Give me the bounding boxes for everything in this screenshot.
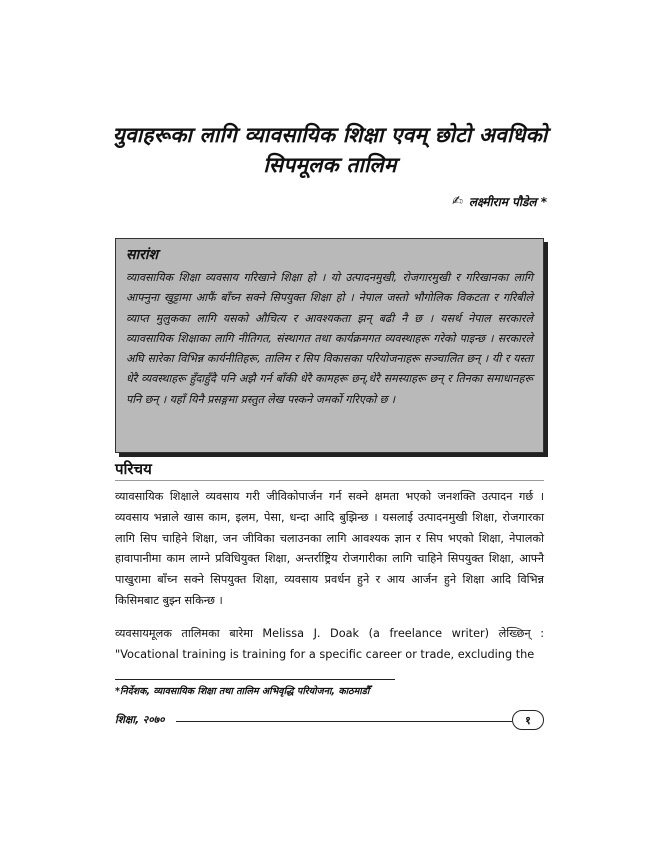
- author-name: लक्ष्मीराम पौडेल *: [468, 195, 547, 209]
- title-line-1: युवाहरूका लागि व्यावसायिक शिक्षा एवम् छोटो अवधिको: [112, 123, 548, 147]
- section-divider: [115, 480, 544, 481]
- footnote: *निर्देशक, व्यावसायिक शिक्षा तथा तालिम अभिवृद्धि परियोजना, काठमाडौँ: [115, 686, 370, 697]
- abstract-heading: सारांश: [126, 247, 158, 263]
- page-number: १: [512, 710, 544, 730]
- section-heading-intro: परिचय: [115, 460, 152, 478]
- footnote-divider: [115, 679, 395, 680]
- abstract-box: [115, 238, 544, 453]
- intro-paragraph-1: व्यावसायिक शिक्षाले व्यवसाय गरी जीविकोपार्जन गर्न सक्ने क्षमता भएको जनशक्ति उत्पादन गर्छ । व्यवसाय भन्नाले खास काम, इलम, पेसा, धन्दा आदि बुझिन्छ । यसलाई उत्पादनमुखी शिक्षा, रोजगारका लागि सिप चाहिने शिक्षा, जन जीविका चलाउनका लागि आवश्यक ज्ञान र सिप भएको शिक्षा, नेपालको हावापानीमा काम लाग्ने प्रविधियुक्त शिक्षा, अन्तर्राष्ट्रिय रोजगारीका लागि चाहिने सिपयुक्त शिक्षा, आफ्नै पाखुरामा बाँच्न सक्ने सिपयुक्त शिक्षा, व्यवसाय प्रवर्धन हुने र आय आर्जन हुने शिक्षा आदि विभिन्न किसिमबाट बुझ्न सकिन्छ ।: [115, 490, 544, 607]
- abstract-body: व्यावसायिक शिक्षा व्यवसाय गरिखाने शिक्षा हो । यो उत्पादनमुखी, रोजगारमुखी र गरिखानका लागि आफ्नुना खुट्टामा आफैं बाँच्न सक्ने सिपयुक्त शिक्षा हो । नेपाल जस्तो भौगोलिक विकटता र गरिबीले व्याप्त मुलुकका लागि यसको औचित्य र आवश्यकता झन् बढी नै छ । यसर्थ नेपाल सरकारले व्यावसायिक शिक्षाका लागि नीतिगत, संस्थागत तथा कार्यक्रमगत व्यवस्थाहरू गरेको पाइन्छ । सरकारले अघि सारेका विभिन्न कार्यनीतिहरू, तालिम र सिप विकासका परियोजनाहरू सञ्चालित छन् । यी र यस्ता धेरै व्यवस्थाहरू हुँदाहुँदै पनि अझै गर्न बाँकी धेरै कामहरू छन्,धेरै समस्याहरू छन् र तिनका समाधानहरू पनि छन् । यहाँ यिनै प्रसङ्गमा प्रस्तुत लेख पस्कने जमर्को गरिएको छ ।: [126, 271, 533, 406]
- title-line-2: सिपमूलक तालिम: [263, 153, 397, 177]
- author-line: [452, 193, 547, 210]
- footer-journal: शिक्षा, २०७०: [115, 714, 165, 726]
- article-title: [95, 120, 565, 180]
- intro-paragraph-2: व्यवसायमूलक तालिमका बारेमा Melissa J. Doak (a freelance writer) लेख्छिन् : "Vocational training is training for a specific career or trade, excluding the: [115, 627, 544, 661]
- pen-icon: ✍: [452, 194, 463, 209]
- footer-divider: [176, 721, 512, 722]
